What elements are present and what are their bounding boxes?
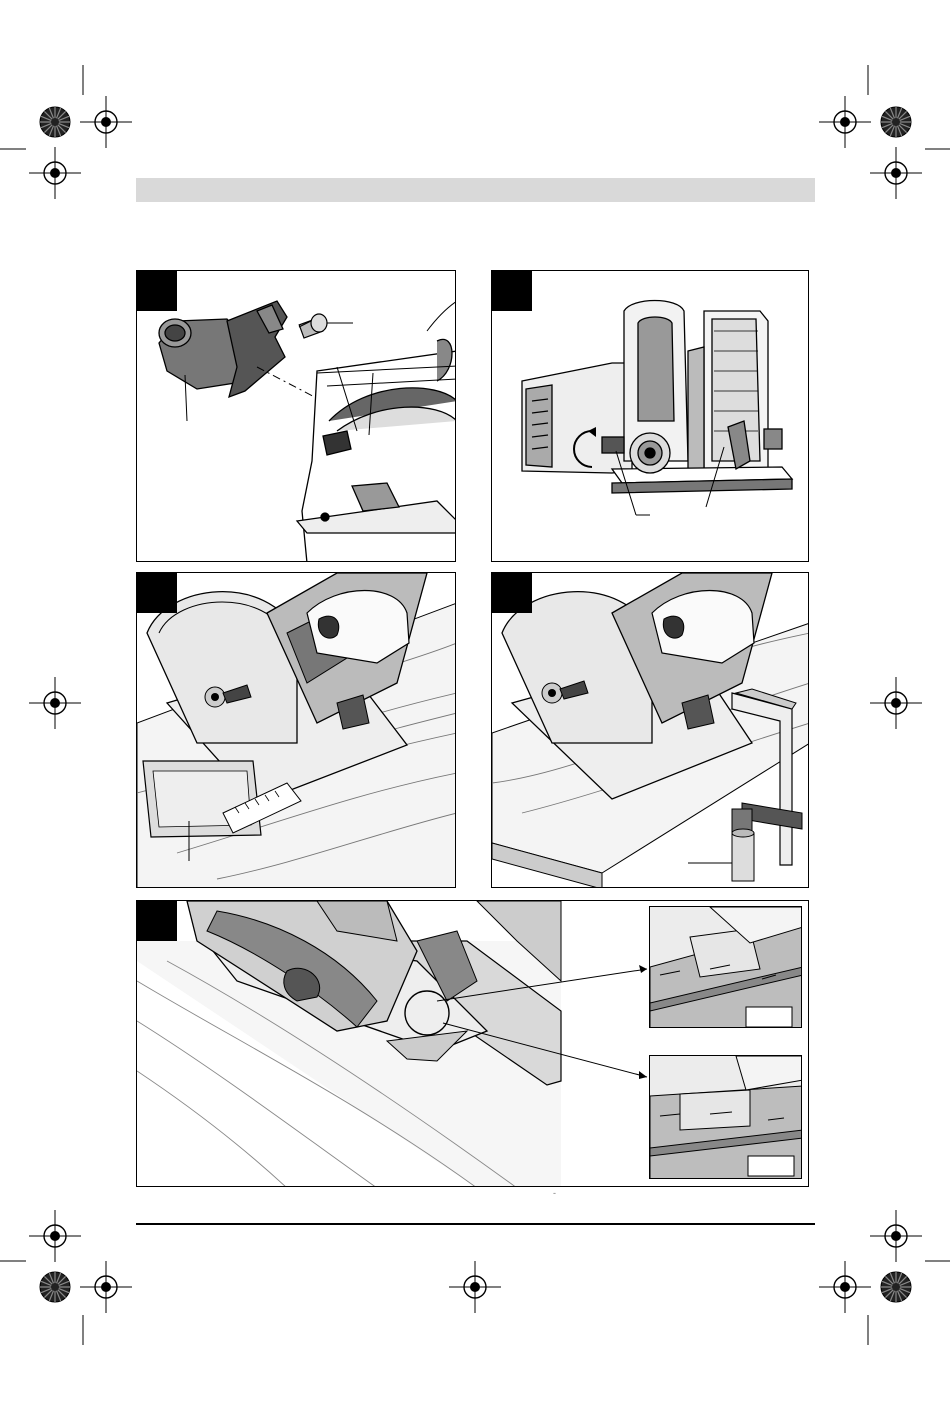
- dust-adapter-illustration: [137, 271, 456, 562]
- registration-mark-icon: [870, 147, 922, 199]
- guide-ruler-cut-illustration: [137, 573, 456, 888]
- figure-panel-a: [136, 270, 456, 562]
- footer-rule: [136, 1223, 815, 1225]
- registration-mark-icon: [29, 1210, 81, 1262]
- spindle-lock-illustration: [492, 271, 809, 562]
- cut-line-detail-inset: [649, 906, 802, 1028]
- clamped-workpiece-illustration: [492, 573, 809, 888]
- figure-label-tag: [137, 573, 177, 613]
- registration-mark-icon: [870, 1210, 922, 1262]
- registration-mark-icon: [870, 677, 922, 729]
- color-target-icon: [881, 1272, 911, 1302]
- header-bar: [136, 178, 815, 202]
- registration-mark-icon: [819, 1261, 871, 1313]
- figure-panel-b: [491, 270, 809, 562]
- registration-mark-icon: [819, 96, 871, 148]
- registration-mark-icon: [29, 677, 81, 729]
- figure-label-tag: [137, 271, 177, 311]
- registration-mark-icon: [29, 147, 81, 199]
- registration-mark-icon: [80, 1261, 132, 1313]
- color-target-icon: [40, 1272, 70, 1302]
- figure-panel-d: [491, 572, 809, 888]
- figure-panel-c: [136, 572, 456, 888]
- color-target-icon: [40, 107, 70, 137]
- figure-label-tag: [492, 271, 532, 311]
- figure-panel-e: [136, 900, 809, 1187]
- figure-label-tag: [492, 573, 532, 613]
- color-target-icon: [881, 107, 911, 137]
- registration-mark-icon: [80, 96, 132, 148]
- registration-mark-icon: [449, 1261, 501, 1313]
- cut-line-detail-inset: [649, 1055, 802, 1179]
- footer-mark: -: [553, 1188, 556, 1198]
